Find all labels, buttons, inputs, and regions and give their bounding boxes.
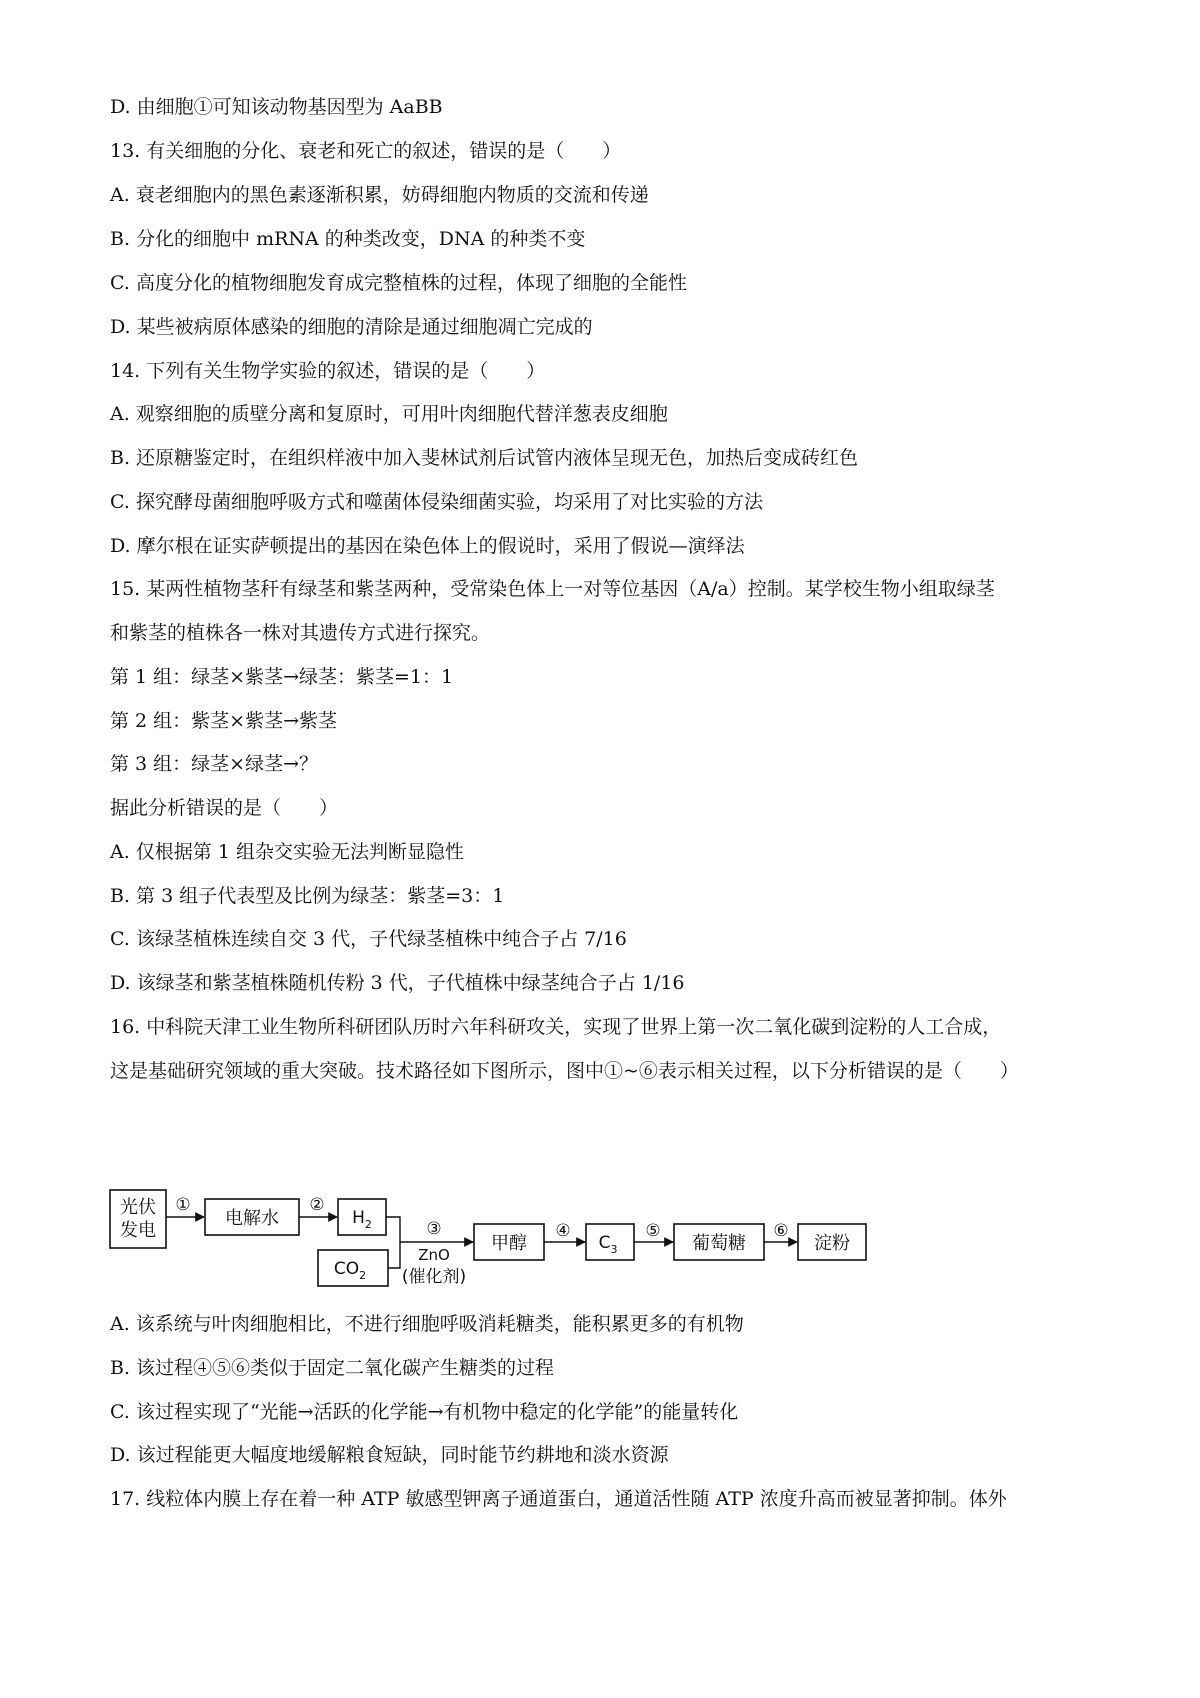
photovoltaic-label-1: 光伏 xyxy=(120,1197,156,1218)
methanol-label: 甲醇 xyxy=(491,1233,527,1254)
option-15c: C. 该绿茎植株连续自交 3 代，子代绿茎植株中纯合子占 7/16 xyxy=(110,928,627,950)
question-15-prompt: 据此分析错误的是（ ） xyxy=(110,797,339,819)
c3-label: $C_3$ xyxy=(598,1233,618,1256)
question-17-line1: 17. 线粒体内膜上存在着一种 ATP 敏感型钾离子通道蛋白，通道活性随 ATP 浓度升高而被显著抑制。体外 xyxy=(110,1488,1007,1510)
question-16-line1: 16. 中科院天津工业生物所科研团队历时六年科研攻关，实现了世界上第一次二氧化碳到淀粉的人工合成， xyxy=(110,1016,1002,1038)
question-16-line2: 这是基础研究领域的重大突破。技术路径如下图所示，图中①~⑥表示相关过程，以下分析错误的是（ ） xyxy=(110,1060,1019,1082)
glucose-label: 葡萄糖 xyxy=(692,1233,746,1254)
option-16b: B. 该过程④⑤⑥类似于固定二氧化碳产生糖类的过程 xyxy=(110,1357,555,1379)
step-5-marker: ⑤ xyxy=(645,1221,661,1241)
option-16d: D. 该过程能更大幅度地缓解粮食短缺，同时能节约耕地和淡水资源 xyxy=(110,1444,669,1466)
catalyst-note: (催化剂) xyxy=(401,1267,467,1287)
option-16c: C. 该过程实现了“光能→活跃的化学能→有机物中稳定的化学能”的能量转化 xyxy=(110,1401,739,1423)
starch-synthesis-flow-diagram xyxy=(108,1180,948,1300)
option-14a: A. 观察细胞的质壁分离和复原时，可用叶肉细胞代替洋葱表皮细胞 xyxy=(110,403,668,425)
electrolysis-label: 电解水 xyxy=(225,1208,279,1229)
option-15a: A. 仅根据第 1 组杂交实验无法判断显隐性 xyxy=(110,841,464,863)
group-1: 第 1 组：绿茎×紫茎→绿茎：紫茎=1：1 xyxy=(110,666,454,688)
step-3-marker: ③ xyxy=(426,1219,442,1239)
option-14d: D. 摩尔根在证实萨顿提出的基因在染色体上的假说时，采用了假说—演绎法 xyxy=(110,535,745,557)
question-15-line1: 15. 某两性植物茎秆有绿茎和紫茎两种，受常染色体上一对等位基因（A/a）控制。某学校生物小组取绿茎 xyxy=(110,578,995,600)
option-13b: B. 分化的细胞中 mRNA 的种类改变，DNA 的种类不变 xyxy=(110,228,586,250)
option-14b: B. 还原糖鉴定时，在组织样液中加入斐林试剂后试管内液体呈现无色，加热后变成砖红色 xyxy=(110,447,859,469)
step-4-marker: ④ xyxy=(555,1221,571,1241)
option-16a: A. 该系统与叶肉细胞相比，不进行细胞呼吸消耗糖类，能积累更多的有机物 xyxy=(110,1313,744,1335)
question-13: 13. 有关细胞的分化、衰老和死亡的叙述，错误的是（ ） xyxy=(110,140,622,162)
catalyst-label: ZnO xyxy=(418,1246,450,1264)
hydrogen-label: $H_2$ xyxy=(352,1208,372,1231)
option-13d: D. 某些被病原体感染的细胞的清除是通过细胞凋亡完成的 xyxy=(110,316,593,338)
step-2-marker: ② xyxy=(309,1195,325,1215)
question-15-line2: 和紫茎的植株各一株对其遗传方式进行探究。 xyxy=(110,622,491,644)
starch-label: 淀粉 xyxy=(814,1233,850,1254)
question-14: 14. 下列有关生物学实验的叙述，错误的是（ ） xyxy=(110,360,546,382)
option-15b: B. 第 3 组子代表型及比例为绿茎：紫茎=3：1 xyxy=(110,885,505,907)
step-6-marker: ⑥ xyxy=(773,1221,789,1241)
option-12d: D. 由细胞①可知该动物基因型为 AaBB xyxy=(110,96,443,118)
step-1-marker: ① xyxy=(175,1195,191,1215)
co2-label: $CO_2$ xyxy=(333,1259,367,1282)
photovoltaic-label-2: 发电 xyxy=(120,1220,156,1241)
group-2: 第 2 组：紫茎×紫茎→紫茎 xyxy=(110,710,338,732)
option-13a: A. 衰老细胞内的黑色素逐渐积累，妨碍细胞内物质的交流和传递 xyxy=(110,184,649,206)
option-13c: C. 高度分化的植物细胞发育成完整植株的过程，体现了细胞的全能性 xyxy=(110,272,687,294)
group-3: 第 3 组：绿茎×绿茎→？ xyxy=(110,753,319,775)
option-15d: D. 该绿茎和紫茎植株随机传粉 3 代，子代植株中绿茎纯合子占 1/16 xyxy=(110,972,685,994)
option-14c: C. 探究酵母菌细胞呼吸方式和噬菌体侵染细菌实验，均采用了对比实验的方法 xyxy=(110,491,763,513)
